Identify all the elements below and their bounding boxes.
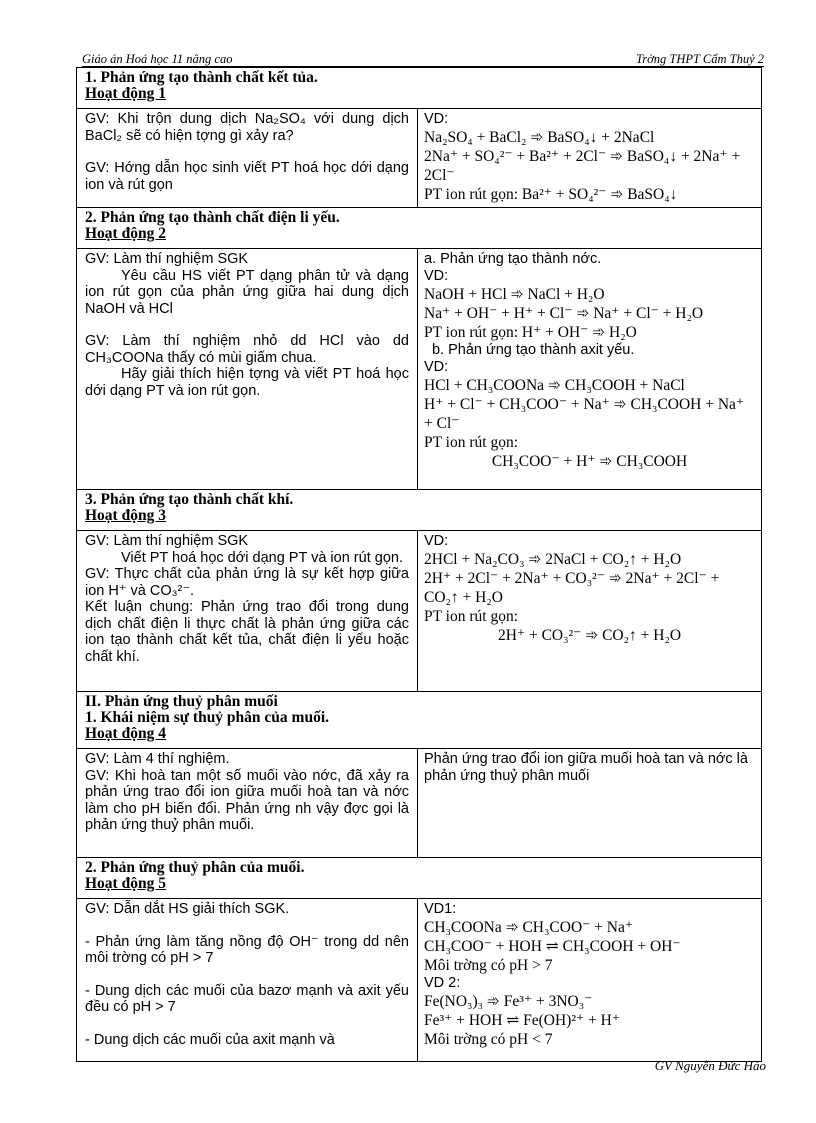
equation: Fe³⁺ + HOH ⇌ Fe(OH)²⁺ + H⁺ (424, 1012, 621, 1029)
left-text: GV: Khi hoà tan một số muối vào nớc, đã xảy ra phản ứng trao đổi ion giữa muối hoà tan và nớc làm cho pH biến đổi. Phản ứng nh vậy đợc gọi là phản ứng thuỷ phân muối. (85, 767, 409, 833)
teacher-column (77, 249, 418, 489)
lesson-table (76, 67, 762, 1062)
teacher-column (77, 531, 418, 691)
content-column (418, 109, 761, 207)
equation: Na₂SO₄ + BaCl₂ ➾ BaSO₄↓ + 2NaCl (424, 129, 655, 146)
note: Môi trờng có pH < 7 (424, 1031, 553, 1048)
section-2-row (77, 248, 761, 489)
header-right: Trờng THPT Cẩm Thuỷ 2 (635, 52, 764, 66)
left-text: GV: Làm thí nghiệm SGK (85, 251, 249, 267)
content-column (418, 749, 761, 857)
section-title: 1. Khái niệm sự thuỷ phân của muối. (85, 709, 330, 726)
left-text: Yêu cầu HS viết PT dạng phân tử và dạng ion rút gọn của phản ứng giữa hai dung dịch NaOH và HCl (85, 267, 409, 317)
section-3-heading (77, 489, 761, 530)
example-label: VD1: (424, 901, 457, 917)
left-text: - Phản ứng làm tăng nồng độ OH⁻ trong dd nên môi trờng có pH > 7 (85, 933, 409, 966)
equation: PT ion rút gọn: (424, 608, 519, 625)
equation: Na⁺ + OH⁻ + H⁺ + Cl⁻ ➾ Na⁺ + Cl⁻ + H₂O (424, 305, 704, 322)
page-header (82, 52, 764, 67)
section-title: 3. Phản ứng tạo thành chất khí. (85, 491, 294, 508)
example-label: VD: (424, 359, 449, 375)
section-title: 2. Phản ứng thuỷ phân của muối. (85, 859, 305, 876)
part-title: II. Phản ứng thuỷ phân muối (85, 693, 278, 710)
section-4-row (77, 748, 761, 857)
equation: PT ion rút gọn: H⁺ + OH⁻ ➾ H₂O (424, 324, 637, 341)
activity-label: Hoạt động 1 (85, 85, 166, 102)
equation: Fe(NO₃)₃ ➾ Fe³⁺ + 3NO₃⁻ (424, 993, 593, 1010)
equation: 2H⁺ + 2Cl⁻ + 2Na⁺ + CO₃²⁻ ➾ 2Na⁺ + 2Cl⁻ + CO₂↑ + H₂O (424, 570, 720, 606)
content-column (418, 531, 761, 691)
content-column (418, 249, 761, 489)
activity-label: Hoạt động 3 (85, 507, 166, 524)
activity-label: Hoạt động 2 (85, 225, 166, 242)
left-text: Kết luận chung: Phản ứng trao đổi trong dung dịch chất điện li thực chất là phản ứng giữa các ion tạo thành chất kết tủa, chất điện li yếu hoặc chất khí. (85, 599, 409, 665)
equation: PT ion rút gọn: (424, 434, 519, 451)
section-5-heading (77, 857, 761, 898)
equation: PT ion rút gọn: Ba²⁺ + SO₄²⁻ ➾ BaSO₄↓ (424, 186, 678, 203)
section-title: 2. Phản ứng tạo thành chất điện li yếu. (85, 209, 340, 226)
activity-label: Hoạt động 4 (85, 725, 166, 742)
section-4-heading (77, 691, 761, 748)
example-label: VD 2: (424, 975, 461, 991)
left-text: GV: Hớng dẫn học sinh viết PT hoá học dới dạng ion và rút gọn (85, 160, 409, 193)
left-text: GV: Làm thí nghiệm SGK (85, 533, 249, 549)
equation: HCl + CH₃COONa ➾ CH₃COOH + NaCl (424, 377, 685, 394)
example-label: VD: (424, 533, 449, 549)
section-1-row (77, 108, 761, 207)
equation: CH₃COONa ➾ CH₃COO⁻ + Na⁺ (424, 919, 634, 936)
content-column (418, 899, 761, 1061)
section-1-heading (77, 67, 761, 108)
subheading: b. Phản ứng tạo thành axit yếu. (432, 342, 635, 358)
left-text: Hãy giải thích hiện tợng và viết PT hoá học dới dạng PT và ion rút gọn. (85, 366, 409, 399)
equation: CH₃COO⁻ + HOH ⇌ CH₃COOH + OH⁻ (424, 938, 681, 955)
equation: NaOH + HCl ➾ NaCl + H₂O (424, 286, 605, 303)
example-label: VD: (424, 111, 449, 127)
left-text: GV: Thực chất của phản ứng là sự kết hợp giữa ion H⁺ và CO₃²⁻. (85, 566, 409, 599)
section-3-row (77, 530, 761, 691)
note: Môi trờng có pH > 7 (424, 957, 553, 974)
teacher-column (77, 899, 418, 1061)
teacher-column (77, 749, 418, 857)
left-text: GV: Khi trộn dung dịch Na₂SO₄ với dung dịch BaCl₂ sẽ có hiện tợng gì xảy ra? (85, 111, 409, 144)
equation: CH₃COO⁻ + H⁺ ➾ CH₃COOH (491, 453, 688, 470)
equation: 2H⁺ + CO₃²⁻ ➾ CO₂↑ + H₂O (497, 627, 682, 644)
example-label: VD: (424, 268, 449, 284)
equation: H⁺ + Cl⁻ + CH₃COO⁻ + Na⁺ ➾ CH₃COOH + Na⁺ + Cl⁻ (424, 396, 745, 432)
teacher-column (77, 109, 418, 207)
section-title: 1. Phản ứng tạo thành chất kết tủa. (85, 69, 318, 86)
equation: 2Na⁺ + SO₄²⁻ + Ba²⁺ + 2Cl⁻ ➾ BaSO₄↓ + 2Na⁺ + 2Cl⁻ (424, 148, 741, 184)
left-text: GV: Làm 4 thí nghiệm. (85, 751, 230, 767)
section-2-heading (77, 207, 761, 248)
definition-text: Phản ứng trao đổi ion giữa muối hoà tan và nớc là phản ứng thuỷ phân muối (424, 751, 748, 784)
left-text: GV: Làm thí nghiệm nhỏ dd HCl vào dd CH₃COONa thấy có mùi giấm chua. (85, 333, 409, 366)
left-text: GV: Dẫn dắt HS giải thích SGK. (85, 901, 290, 917)
activity-label: Hoạt động 5 (85, 875, 166, 892)
footer-author: GV Nguyễn Đức Hào (654, 1058, 766, 1073)
left-text: - Dung dịch các muối của axit mạnh và (85, 1031, 335, 1048)
left-text: Viết PT hoá học dới dạng PT và ion rút gọn. (121, 549, 403, 566)
header-left: Giáo án Hoá học 11 nâng cao (82, 52, 233, 66)
equation: 2HCl + Na₂CO₃ ➾ 2NaCl + CO₂↑ + H₂O (424, 551, 682, 568)
subheading: a. Phản ứng tạo thành nớc. (424, 251, 602, 267)
left-text: - Dung dịch các muối của bazơ mạnh và axit yếu đều có pH > 7 (85, 982, 409, 1015)
section-5-row (77, 898, 761, 1061)
